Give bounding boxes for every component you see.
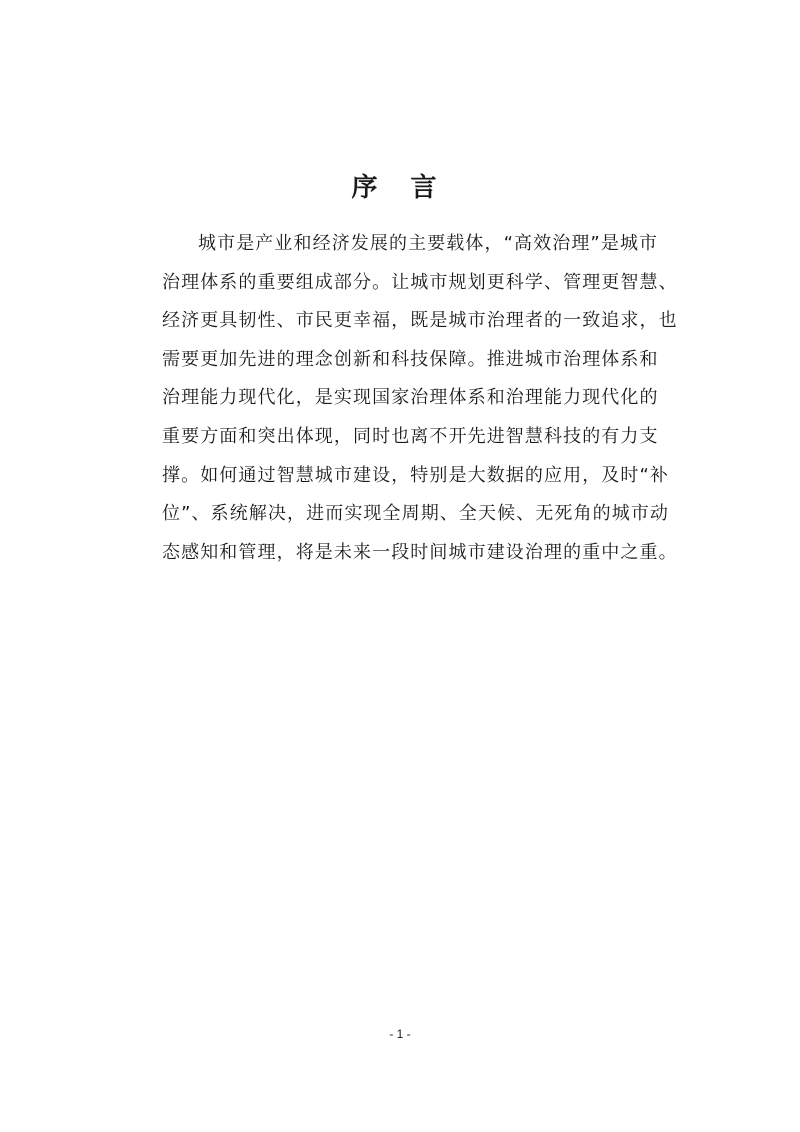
page-number: - 1 -: [389, 1027, 411, 1041]
paragraph-line: 治理体系的重要组成部分。让城市规划更科学、管理更智慧、: [162, 271, 678, 293]
preface-paragraph: [162, 225, 678, 572]
paragraph-line: 撑。如何通过智慧城市建设，特别是大数据的应用，及时“补: [162, 464, 670, 486]
paragraph-line: 位”、系统解决，进而实现全周期、全天候、无死角的城市动: [162, 503, 670, 525]
paragraph-line: 治理能力现代化，是实现国家治理体系和治理能力现代化的: [162, 387, 659, 409]
paragraph-line: 城市是产业和经济发展的主要载体，“高效治理”是城市: [198, 233, 659, 254]
paragraph-line: 重要方面和突出体现，同时也离不开先进智慧科技的有力支: [162, 425, 659, 447]
paragraph-line: 态感知和管理，将是未来一段时间城市建设治理的重中之重。: [162, 541, 678, 563]
page-title: 序 言: [351, 173, 449, 203]
paragraph-line: 需要更加先进的理念创新和科技保障。推进城市治理体系和: [162, 348, 659, 370]
paragraph-line: 经济更具韧性、市民更幸福，既是城市治理者的一致追求，也: [162, 310, 678, 332]
